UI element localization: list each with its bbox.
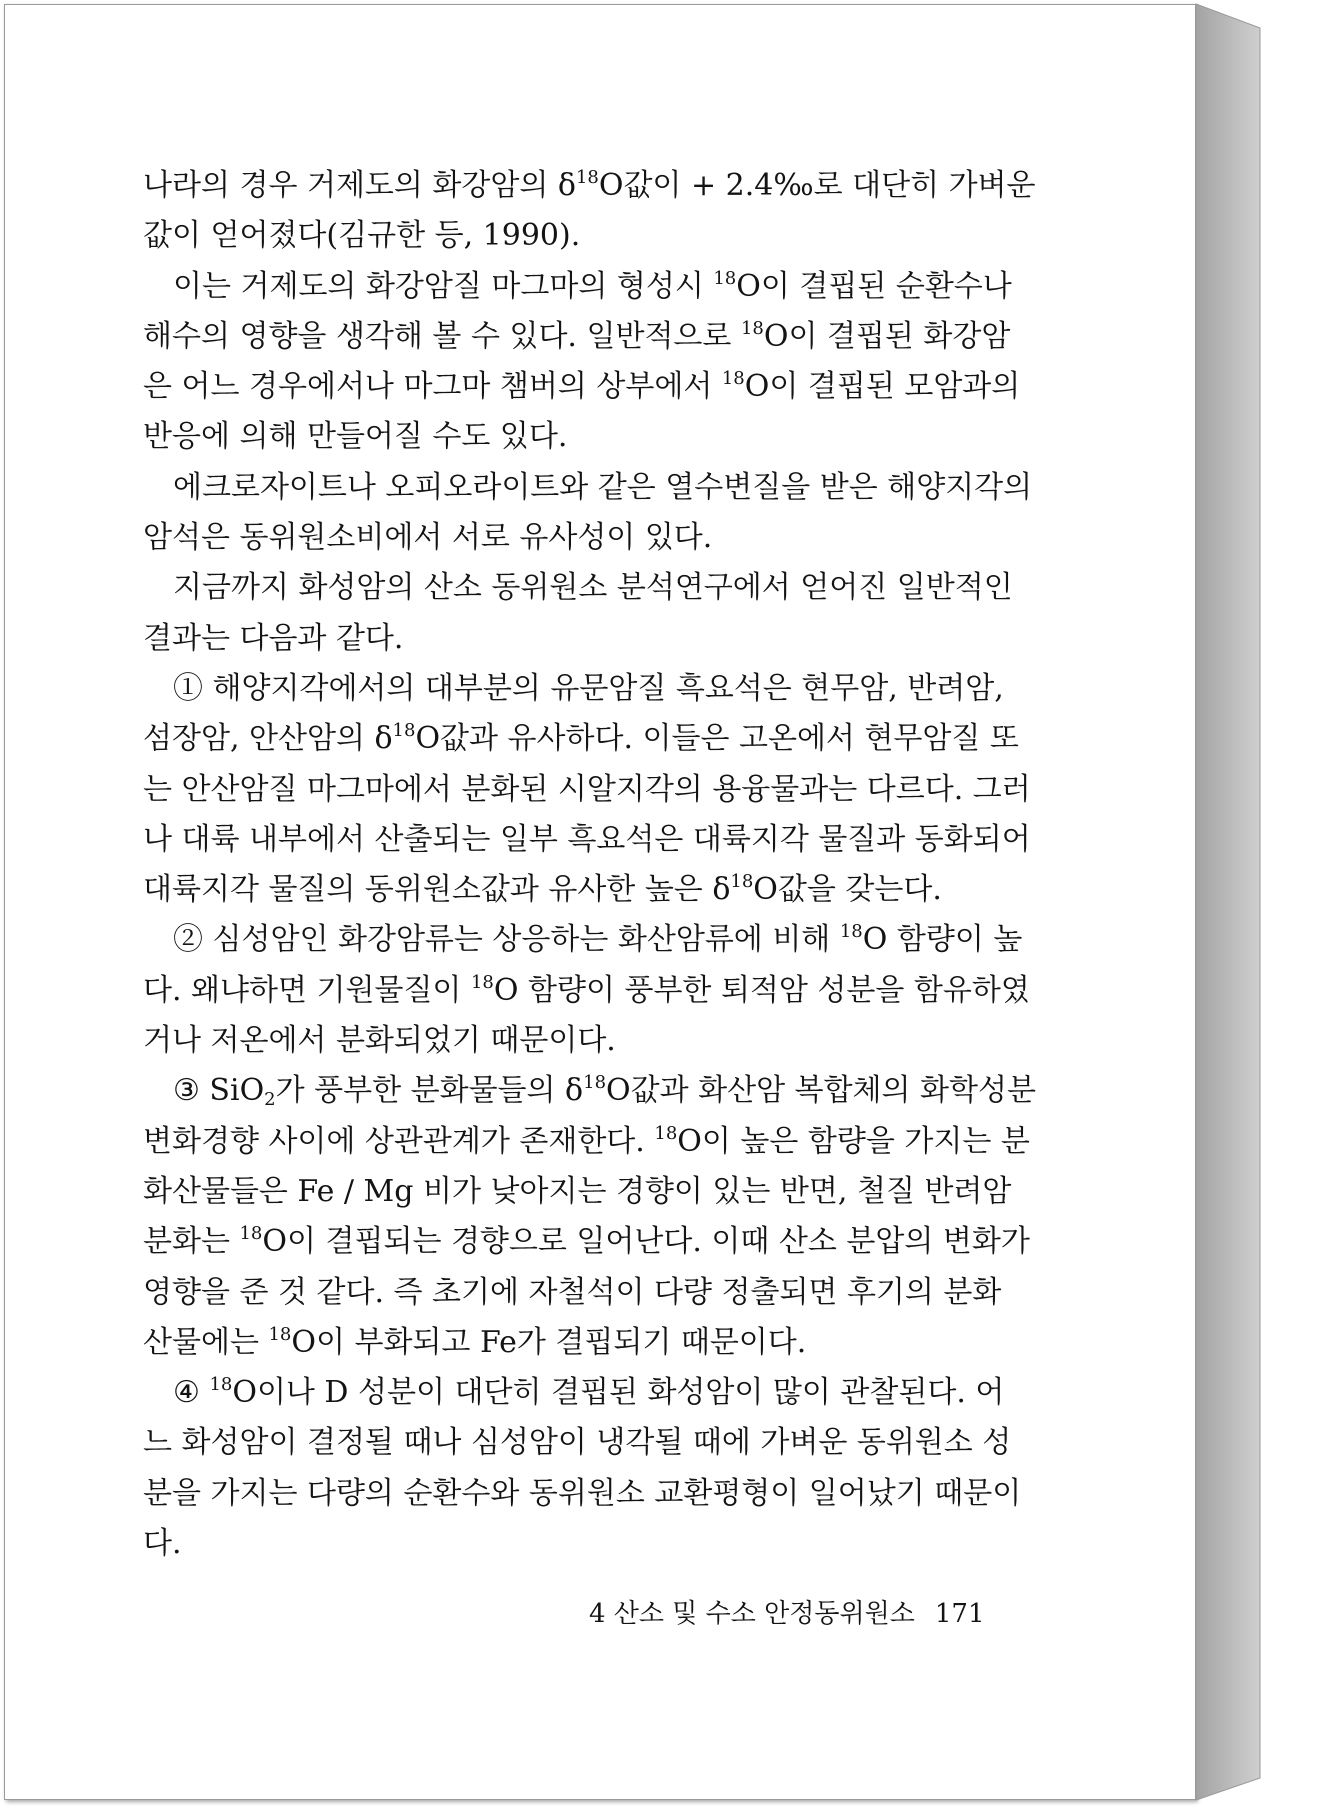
text-run: 분화는 bbox=[143, 1224, 240, 1260]
text-line bbox=[143, 1117, 1030, 1167]
superscript: 18 bbox=[470, 971, 494, 993]
body-text bbox=[143, 161, 1036, 1569]
text-run: 은 어느 경우에서나 마그마 챔버의 상부에서 bbox=[143, 369, 722, 405]
text-run: O이 결핍되는 경향으로 일어난다. 이때 산소 분압의 변화가 bbox=[262, 1224, 1030, 1260]
superscript: 18 bbox=[583, 1072, 607, 1094]
text-run: 변화경향 사이에 상관관계가 존재한다. bbox=[143, 1123, 655, 1159]
text-line bbox=[143, 614, 985, 664]
superscript: 18 bbox=[575, 167, 599, 188]
superscript: 18 bbox=[209, 1374, 233, 1396]
superscript: 18 bbox=[713, 267, 737, 289]
superscript: 18 bbox=[730, 871, 754, 893]
text-line bbox=[143, 262, 1012, 312]
text-run: O이 결핍된 화강암 bbox=[763, 318, 1011, 354]
text-run: 해수의 영향을 생각해 볼 수 있다. 일반적으로 bbox=[143, 318, 741, 354]
running-footer-title: 4 산소 및 수소 안정동위원소 bbox=[589, 1599, 915, 1629]
text-line bbox=[143, 915, 1023, 965]
text-line bbox=[143, 563, 1013, 613]
text-run: O값을 갖는다. bbox=[753, 872, 942, 908]
text-line bbox=[143, 312, 1011, 362]
text-line bbox=[143, 1066, 1036, 1116]
superscript: 18 bbox=[721, 368, 745, 390]
superscript: 18 bbox=[392, 720, 416, 742]
text-run: O값과 화산암 복합체의 화학성분 bbox=[606, 1073, 1036, 1109]
superscript: 18 bbox=[654, 1122, 678, 1144]
text-run: O이 결핍된 모암과의 bbox=[744, 369, 1021, 405]
text-run: ① 해양지각에서의 대부분의 유문암질 흑요석은 현무암, 반려암, bbox=[173, 670, 1004, 706]
subscript: 2 bbox=[264, 1089, 276, 1111]
text-run: O 함량이 높 bbox=[862, 922, 1023, 958]
text-run: O이 높은 함량을 가지는 분 bbox=[677, 1123, 1030, 1159]
superscript: 18 bbox=[239, 1223, 263, 1245]
text-run: 분을 가지는 다량의 순환수와 동위원소 교환평형이 일어났기 때문이 bbox=[143, 1475, 1022, 1511]
text-line bbox=[143, 1318, 985, 1368]
text-run: 다. 왜냐하면 기원물질이 bbox=[143, 972, 471, 1008]
text-line bbox=[143, 815, 1031, 865]
text-line bbox=[143, 412, 985, 462]
text-line bbox=[143, 1016, 985, 1066]
text-line bbox=[143, 1167, 1012, 1217]
text-run: ③ SiO bbox=[173, 1073, 265, 1109]
text-run: 지금까지 화성암의 산소 동위원소 분석연구에서 얻어진 일반적인 bbox=[173, 570, 1013, 606]
text-run: 화산물들은 Fe / Mg 비가 낮아지는 경향이 있는 반면, 철질 반려암 bbox=[143, 1173, 1012, 1209]
text-line bbox=[143, 1469, 1022, 1519]
text-run: 대륙지각 물질의 동위원소값과 유사한 높은 δ bbox=[143, 872, 731, 908]
text-run: 는 안산암질 마그마에서 분화된 시알지각의 용융물과는 다르다. 그러 bbox=[143, 771, 1031, 807]
text-run: 다. bbox=[143, 1526, 182, 1562]
text-run: 암석은 동위원소비에서 서로 유사성이 있다. bbox=[143, 520, 713, 556]
text-run: O이나 D 성분이 대단히 결핍된 화성암이 많이 관찰된다. 어 bbox=[232, 1375, 1005, 1411]
text-run: 결과는 다음과 같다. bbox=[143, 620, 404, 656]
text-line bbox=[143, 463, 1033, 513]
text-line bbox=[143, 1418, 1012, 1468]
text-run: 반응에 의해 만들어질 수도 있다. bbox=[143, 419, 568, 455]
text-run: 나라의 경우 거제도의 화강암의 δ bbox=[143, 168, 576, 203]
text-run: O이 부화되고 Fe가 결핍되기 때문이다. bbox=[291, 1324, 807, 1360]
text-run: 이는 거제도의 화강암질 마그마의 형성시 bbox=[173, 268, 714, 304]
text-line bbox=[143, 362, 1021, 412]
superscript: 18 bbox=[740, 317, 764, 339]
text-run: 영향을 준 것 같다. 즉 초기에 자철석이 다량 정출되면 후기의 분화 bbox=[143, 1274, 1002, 1310]
text-line bbox=[143, 1519, 985, 1569]
text-line bbox=[143, 211, 985, 261]
text-run: O 함량이 풍부한 퇴적암 성분을 함유하였 bbox=[493, 972, 1030, 1008]
text-run: 값이 얻어졌다(김규한 등, 1990). bbox=[143, 218, 581, 254]
text-run: 거나 저온에서 분화되었기 때문이다. bbox=[143, 1023, 616, 1059]
page-number: 171 bbox=[934, 1599, 985, 1629]
text-line bbox=[143, 1268, 1002, 1318]
text-run: ④ bbox=[173, 1375, 210, 1411]
superscript: 18 bbox=[268, 1323, 292, 1345]
text-run: 섬장암, 안산암의 δ bbox=[143, 721, 393, 757]
text-line bbox=[143, 1368, 1005, 1418]
text-run: 가 풍부한 분화물들의 δ bbox=[275, 1073, 584, 1109]
text-run: O값과 유사하다. 이들은 고온에서 현무암질 또 bbox=[415, 721, 1019, 757]
book-page bbox=[4, 4, 1196, 1800]
text-line bbox=[143, 765, 1031, 815]
page-footer bbox=[589, 1593, 985, 1630]
text-line bbox=[143, 513, 985, 563]
text-run: 산물에는 bbox=[143, 1324, 269, 1360]
text-line bbox=[143, 161, 1036, 211]
text-line bbox=[143, 664, 1004, 714]
text-run: ② 심성암인 화강암류는 상응하는 화산암류에 비해 bbox=[173, 922, 840, 958]
text-line bbox=[143, 966, 1030, 1016]
text-run: O값이 + 2.4‰로 대단히 가벼운 bbox=[598, 168, 1036, 203]
text-run: 나 대륙 내부에서 산출되는 일부 흑요석은 대륙지각 물질과 동화되어 bbox=[143, 821, 1031, 857]
text-run: 에크로자이트나 오피오라이트와 같은 열수변질을 받은 해양지각의 bbox=[173, 469, 1033, 505]
text-run: O이 결핍된 순환수나 bbox=[736, 268, 1012, 304]
text-line bbox=[143, 1217, 1030, 1267]
text-line bbox=[143, 714, 1019, 764]
text-run: 느 화성암이 결정될 때나 심성암이 냉각될 때에 가벼운 동위원소 성 bbox=[143, 1425, 1012, 1461]
text-line bbox=[143, 865, 985, 915]
superscript: 18 bbox=[839, 921, 863, 943]
